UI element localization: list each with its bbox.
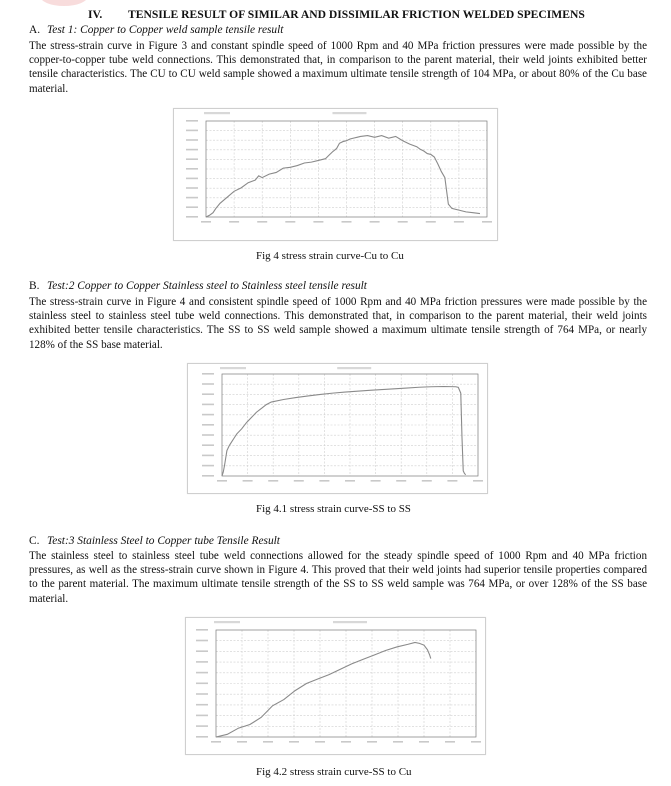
x-tick-mark bbox=[370, 221, 380, 223]
x-tick-mark bbox=[445, 741, 455, 743]
x-tick-mark bbox=[268, 480, 278, 482]
x-tick-mark bbox=[473, 480, 483, 482]
y-tick-mark bbox=[202, 434, 214, 436]
x-tick-mark bbox=[237, 741, 247, 743]
chart-header-left bbox=[214, 621, 240, 623]
x-tick-mark bbox=[345, 480, 355, 482]
subsection-title: Test:2 Copper to Copper Stainless steel to Stainless steel tensile result bbox=[47, 280, 367, 292]
paragraph-line: the copper-to-copper tube weld connections. This demonstrated that, in comparison to the parent material, their weld joints bbox=[29, 40, 647, 67]
subsection-b-paragraph bbox=[29, 295, 647, 352]
x-tick-mark bbox=[243, 480, 253, 482]
stress-strain-chart bbox=[188, 364, 487, 493]
y-tick-mark bbox=[186, 187, 198, 189]
y-tick-mark bbox=[196, 693, 208, 695]
x-tick-mark bbox=[294, 480, 304, 482]
x-tick-mark bbox=[426, 221, 436, 223]
stress-strain-curve bbox=[216, 642, 431, 737]
x-tick-mark bbox=[447, 480, 457, 482]
figure-ss-to-cu-chart bbox=[185, 617, 486, 755]
figure-caption: Fig 4 stress strain curve-Cu to Cu bbox=[256, 250, 404, 262]
x-tick-mark bbox=[482, 221, 492, 223]
y-tick-mark bbox=[202, 373, 214, 375]
x-tick-mark bbox=[422, 480, 432, 482]
y-tick-mark bbox=[202, 393, 214, 395]
y-tick-mark bbox=[196, 672, 208, 674]
subsection-a-paragraph bbox=[29, 39, 647, 96]
paragraph-line: compared to the parent material. The maximum ultimate tensile strength of the SS to SS weld sample was 764 MPa, or over 128% bbox=[29, 564, 648, 591]
stress-strain-curve bbox=[222, 387, 466, 477]
paragraph-line: The stress-strain curve in Figure 4 and consistent spindle speed of 1000 Rpm and 40 MPa friction pressures were made possible by bbox=[29, 296, 630, 308]
subsection-letter: C. bbox=[29, 535, 40, 547]
x-tick-mark bbox=[285, 221, 295, 223]
paragraph-line: of the SS base material. bbox=[29, 578, 647, 605]
chart-header-center bbox=[337, 367, 371, 369]
figure-caption: Fig 4.2 stress strain curve-SS to Cu bbox=[256, 766, 412, 778]
stress-strain-chart bbox=[186, 618, 485, 754]
y-tick-mark bbox=[186, 197, 198, 199]
y-tick-mark bbox=[202, 444, 214, 446]
x-tick-mark bbox=[201, 221, 211, 223]
subsection-title: Test:3 Stainless Steel to Copper tube Tensile Result bbox=[47, 535, 280, 547]
y-tick-mark bbox=[186, 158, 198, 160]
stress-strain-chart bbox=[174, 109, 497, 240]
section-number: IV. bbox=[88, 8, 103, 21]
y-tick-mark bbox=[202, 414, 214, 416]
y-tick-mark bbox=[186, 168, 198, 170]
subsection-b-heading bbox=[29, 280, 367, 292]
y-tick-mark bbox=[186, 120, 198, 122]
paragraph-line: the stainless steel to stainless steel tube weld connections. This demonstrated that, in comparison to the parent material, their weld bbox=[29, 296, 647, 323]
y-tick-mark bbox=[196, 704, 208, 706]
subsection-title: Test 1: Copper to Copper weld sample tensile result bbox=[47, 24, 284, 36]
section-heading bbox=[88, 8, 658, 21]
subsection-c-paragraph bbox=[29, 549, 647, 606]
paragraph-line: about 80% of the Cu base material. bbox=[29, 68, 647, 95]
y-tick-mark bbox=[196, 629, 208, 631]
chart-header-center bbox=[333, 621, 367, 623]
figure-cu-to-cu-chart bbox=[173, 108, 498, 241]
y-tick-mark bbox=[202, 465, 214, 467]
y-tick-mark bbox=[196, 661, 208, 663]
x-tick-mark bbox=[396, 480, 406, 482]
y-tick-mark bbox=[196, 640, 208, 642]
chart-header-center bbox=[332, 112, 366, 114]
x-tick-mark bbox=[263, 741, 273, 743]
x-tick-mark bbox=[289, 741, 299, 743]
x-tick-mark bbox=[454, 221, 464, 223]
subsection-letter: A. bbox=[29, 24, 41, 36]
x-tick-mark bbox=[341, 741, 351, 743]
x-tick-mark bbox=[367, 741, 377, 743]
paragraph-line: nearly 128% of the SS base material. bbox=[29, 324, 647, 351]
y-tick-mark bbox=[202, 383, 214, 385]
section-title: TENSILE RESULT OF SIMILAR AND DISSIMILAR FRICTION WELDED SPECIMENS bbox=[128, 8, 585, 21]
y-tick-mark bbox=[196, 683, 208, 685]
figure-ss-to-ss-chart bbox=[187, 363, 488, 494]
stress-strain-curve bbox=[206, 136, 480, 217]
x-tick-mark bbox=[315, 741, 325, 743]
x-tick-mark bbox=[398, 221, 408, 223]
y-tick-mark bbox=[196, 725, 208, 727]
y-tick-mark bbox=[196, 736, 208, 738]
y-tick-mark bbox=[186, 206, 198, 208]
paragraph-line: joints exhibited better tensile characteristics. The SS to SS weld sample showed a maximum ultimate tensile strength of 764 MPa, or bbox=[29, 310, 647, 337]
paragraph-line: The stainless steel to stainless steel tube weld connections allowed for the steady spindle speed of 1000 Rpm and 40 MPa friction bbox=[29, 550, 647, 562]
paragraph-line: pressures, as well as the stress-strain curve shown in Figure 4. This proved that their weld joints had superior tensile properties bbox=[29, 564, 601, 577]
chart-header-left bbox=[220, 367, 246, 369]
x-tick-mark bbox=[319, 480, 329, 482]
x-tick-mark bbox=[342, 221, 352, 223]
figure-caption: Fig 4.1 stress strain curve-SS to SS bbox=[256, 503, 411, 515]
y-tick-mark bbox=[196, 715, 208, 717]
subsection-c-heading bbox=[29, 535, 280, 547]
paragraph-line: The stress-strain curve in Figure 3 and constant spindle speed of 1000 Rpm and 40 MPa friction pressures were made possible by bbox=[29, 40, 630, 52]
y-tick-mark bbox=[186, 149, 198, 151]
paragraph-line: exhibited better tensile characteristics. The CU to CU weld sample showed a maximum ultimate tensile strength of 104 MPa, or bbox=[29, 54, 648, 81]
x-tick-mark bbox=[393, 741, 403, 743]
x-tick-mark bbox=[419, 741, 429, 743]
subsection-a-heading bbox=[29, 24, 283, 36]
chart-header-left bbox=[204, 112, 230, 114]
x-tick-mark bbox=[217, 480, 227, 482]
x-tick-mark bbox=[471, 741, 481, 743]
x-tick-mark bbox=[371, 480, 381, 482]
y-tick-mark bbox=[186, 216, 198, 218]
y-tick-mark bbox=[186, 178, 198, 180]
subsection-letter: B. bbox=[29, 280, 40, 292]
x-tick-mark bbox=[229, 221, 239, 223]
y-tick-mark bbox=[186, 130, 198, 132]
y-tick-mark bbox=[202, 475, 214, 477]
x-tick-mark bbox=[211, 741, 221, 743]
y-tick-mark bbox=[202, 404, 214, 406]
x-tick-mark bbox=[313, 221, 323, 223]
y-tick-mark bbox=[186, 139, 198, 141]
y-tick-mark bbox=[202, 455, 214, 457]
y-tick-mark bbox=[202, 424, 214, 426]
x-tick-mark bbox=[257, 221, 267, 223]
y-tick-mark bbox=[196, 650, 208, 652]
decorative-corner-mark bbox=[40, 0, 88, 6]
